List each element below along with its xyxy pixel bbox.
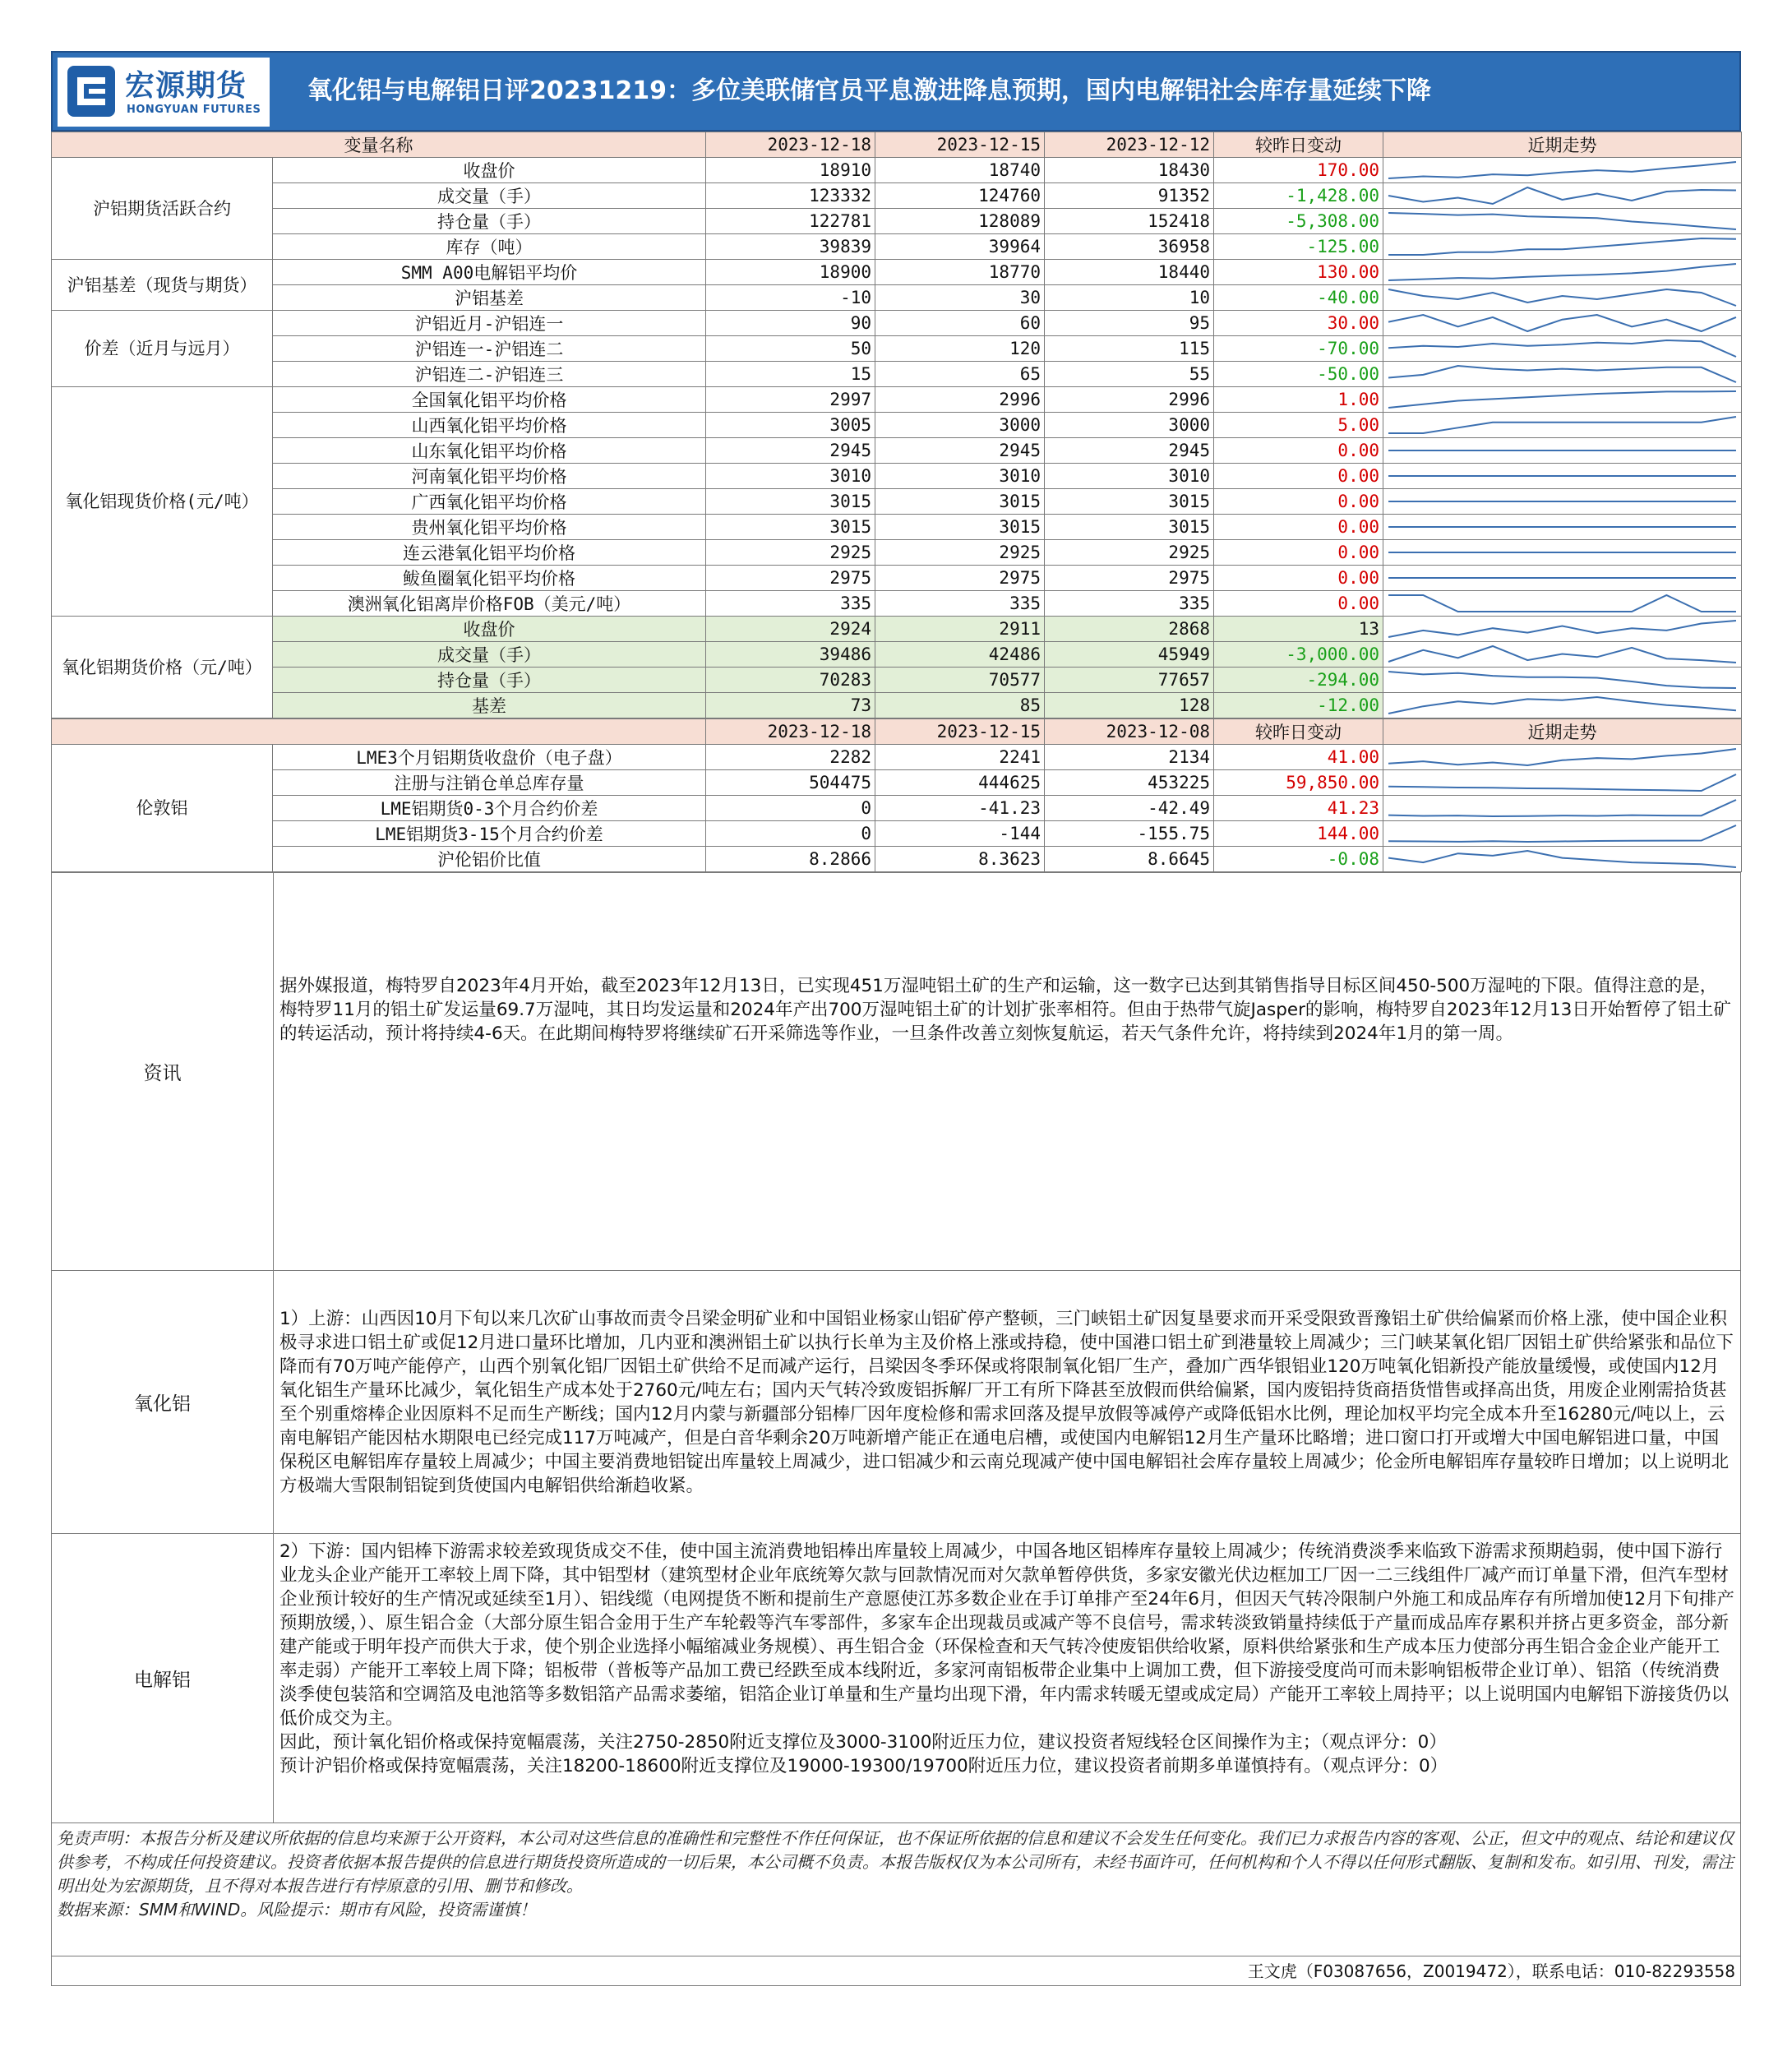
value-earlier: 36958	[1045, 234, 1214, 260]
group-label: 价差（近月与远月）	[52, 311, 273, 387]
table-row	[52, 642, 1742, 668]
value-earlier: 10	[1045, 285, 1214, 311]
daily-change: -0.08	[1214, 847, 1383, 872]
group-label: 氧化铝现货价格(元/吨）	[52, 387, 273, 617]
variable-name: LME铝期货3-15个月合约价差	[273, 821, 706, 847]
value-prev: 3000	[875, 413, 1045, 438]
table-row	[52, 158, 1742, 183]
value-prev: 60	[875, 311, 1045, 336]
table-row	[52, 591, 1742, 617]
news-text: 据外媒报道，梅特罗自2023年4月开始，截至2023年12月13日，已实现451万湿吨铝土矿的生产和运输，这一数字已达到其销售指导目标区间450-500万湿吨的下限。值得注意的是，梅特罗11月的铝土矿发运量69.7万湿吨，其日均发运量和2024年产出700万湿吨铝土矿的计划扩张率相符。但由于热带气旋Jasper的影响，梅特罗自2023年12月13日开始暂停了铝土矿的转运活动，预计将持续4-6天。在此期间梅特罗将继续矿石开采筛选等作业，一旦条件改善立刻恢复航运，若天气条件允许，将持续到2024年1月的第一周。	[279, 976, 1731, 1044]
variable-name: LME3个月铝期货收盘价（电子盘）	[273, 745, 706, 770]
disclaimer-text: 免责声明：本报告分析及建议所依据的信息均来源于公开资料，本公司对这些信息的准确性和完整性不作任何保证，也不保证所依据的信息和建议不会发生任何变化。我们已力求报告内容的客观、公正，但文中的观点、结论和建议仅供参考，不构成任何投资建议。投资者依据本报告提供的信息进行期货投资所造成的一切后果，本公司概不负责。本报告版权仅为本公司所有，未经书面许可，任何机构和个人不得以任何形式翻版、复制和发布。如引用、刊发，需注明出处为宏源期货，且不得对本报告进行有悖原意的引用、删节和修改。 数据来源：SMM和WIND。风险提示：期市有风险，投资需谨慎！	[57, 1828, 1734, 1919]
daily-change: -3,000.00	[1214, 642, 1383, 668]
row-4-trend-sparkline	[1387, 262, 1738, 282]
header-col-2: 2023-12-15	[875, 719, 1045, 745]
value-prev: 18740	[875, 158, 1045, 183]
value-prev: 85	[875, 693, 1045, 718]
variable-name: 鲅鱼圈氧化铝平均价格	[273, 566, 706, 591]
table-row	[52, 821, 1742, 847]
value-current: 39486	[706, 642, 875, 668]
row-1-trend-line	[1388, 187, 1736, 204]
table-row	[52, 260, 1742, 285]
group-label: 伦敦铝	[52, 745, 273, 872]
daily-change: -5,308.00	[1214, 209, 1383, 234]
row-1-trend-sparkline	[1387, 186, 1738, 206]
variable-name: 沪铝连二-沪铝连三	[273, 362, 706, 387]
news-label: 资讯	[52, 873, 274, 1271]
daily-change: 1.00	[1214, 387, 1383, 413]
row-8-trend-sparkline	[1387, 364, 1738, 384]
row-11-trend-sparkline	[1387, 441, 1738, 460]
disclaimer	[51, 1823, 1741, 1956]
row-17-trend-line	[1388, 595, 1736, 612]
commentary-table	[51, 872, 1741, 1823]
value-earlier: 3015	[1045, 515, 1214, 540]
lme-data-table	[51, 718, 1742, 872]
value-prev: 2945	[875, 438, 1045, 464]
value-earlier: 18430	[1045, 158, 1214, 183]
alumina-label: 氧化铝	[52, 1271, 274, 1534]
group-label: 沪铝期货活跃合约	[52, 158, 273, 260]
row-7-trend-sparkline	[1387, 339, 1738, 358]
value-current: 2945	[706, 438, 875, 464]
row-2-trend-line	[1388, 213, 1736, 229]
header-col-2: 2023-12-15	[875, 132, 1045, 158]
value-prev: 3015	[875, 515, 1045, 540]
row-5-trend-line	[1388, 289, 1736, 306]
table-row	[52, 617, 1742, 642]
electrolytic-text: 2）下游：国内铝棒下游需求较差致现货成交不佳，使中国主流消费地铝棒出库量较上周减少，中国各地区铝棒库存量较上周减少；传统消费淡季来临致下游需求预期趋弱，使中国下游行业龙头企业产能开工率较上周下降，其中铝型材（建筑型材企业年底统筹欠款与回款情况而对欠款单暂停供货，多家安徽光伏边框加工厂因一二三线组件厂减产而订单量下滑，但汽车型材企业预计较好的生产情况或延续至1月）、铝线缆（电网提货不断和提前生产意愿使江苏多数企业在手订单排产至24年6月，但因天气转冷限制户外施工和成品库存有所增加使12月下旬排产预期放缓，）、原生铝合金（大部分原生铝合金用于生产车轮毂等汽车零部件，多家车企出现裁员或减产等不良信号，需求转淡致销量持续低于产量而成品库存累积并挤占更多资金，部分新建产能或于明年投产而供大于求，使个别企业选择小幅缩减业务规模）、再生铝合金（环保检查和天气转冷使废铝供给收紧，原料供给紧张和生产成本压力使部分再生铝合金企业产能开工率走弱）产能开工率较上周下降；铝板带（普板等产品加工费已经跌至成本线附近，多家河南铝板带企业集中上调加工费，但下游接受度尚可而未影响铝板带企业订单）、铝箔（传统消费淡季使包装箔和空调箔及电池箔等多数铝箔产品需求萎缩，铝箔企业订单量和生产量均出现下滑，年内需求转暖无望或成定局）产能开工率较上周持平；以上说明国内电解铝下游接货仍以低价成交为主。 因此，预计氧化铝价格或保持宽幅震荡，关注2750-2850附近支撑位及3000-3100附近压力位，建议投资者短线轻仓区间操作为主；（观点评分：0） 预计沪铝价格或保持宽幅震荡，关注18200-18600附近支撑位及19000-19300/19700附近压力位，建议投资者前期多单谨慎持有。（观点评分：0）	[279, 1541, 1734, 1776]
value-current: 8.2866	[706, 847, 875, 872]
value-prev: 2925	[875, 540, 1045, 566]
row-6-trend-line	[1388, 315, 1736, 331]
variable-name: 收盘价	[273, 158, 706, 183]
table-row	[52, 311, 1742, 336]
variable-name: 山西氧化铝平均价格	[273, 413, 706, 438]
value-current: 2925	[706, 540, 875, 566]
value-earlier: 2868	[1045, 617, 1214, 642]
variable-name: 连云港氧化铝平均价格	[273, 540, 706, 566]
value-earlier: 3010	[1045, 464, 1214, 489]
row-26-trend-sparkline	[1387, 849, 1738, 869]
row-4-trend-line	[1388, 264, 1736, 280]
row-26-trend-line	[1388, 851, 1736, 867]
report-page	[51, 51, 1741, 1986]
table-row	[52, 387, 1742, 413]
daily-change: 59,850.00	[1214, 770, 1383, 796]
row-6-trend-sparkline	[1387, 313, 1738, 333]
daily-change: 0.00	[1214, 515, 1383, 540]
daily-change: 0.00	[1214, 540, 1383, 566]
analyst-contact: 王文虎（F03087656，Z0019472），联系电话：010-82293558	[51, 1956, 1741, 1986]
row-23-trend-line	[1388, 774, 1736, 791]
daily-change: 144.00	[1214, 821, 1383, 847]
value-prev: 335	[875, 591, 1045, 617]
row-20-trend-line	[1388, 672, 1736, 688]
row-24-trend-line	[1388, 800, 1736, 816]
variable-name: 贵州氧化铝平均价格	[273, 515, 706, 540]
row-22-trend-sparkline	[1387, 747, 1738, 767]
row-15-trend-sparkline	[1387, 543, 1738, 562]
value-earlier: 2945	[1045, 438, 1214, 464]
row-17-trend-sparkline	[1387, 594, 1738, 613]
value-current: 3015	[706, 489, 875, 515]
value-prev: 39964	[875, 234, 1045, 260]
value-prev: 444625	[875, 770, 1045, 796]
value-earlier: 45949	[1045, 642, 1214, 668]
daily-change: -40.00	[1214, 285, 1383, 311]
row-7-trend-line	[1388, 340, 1736, 357]
value-current: 3015	[706, 515, 875, 540]
value-prev: 128089	[875, 209, 1045, 234]
daily-change: 170.00	[1214, 158, 1383, 183]
table-row	[52, 745, 1742, 770]
row-25-trend-sparkline	[1387, 824, 1738, 843]
header-col-1: 2023-12-18	[706, 719, 875, 745]
value-earlier: 3000	[1045, 413, 1214, 438]
value-earlier: 2975	[1045, 566, 1214, 591]
table-row	[52, 183, 1742, 209]
row-22-trend-line	[1388, 749, 1736, 765]
header-variable-name: 变量名称	[52, 132, 706, 158]
value-current: 18900	[706, 260, 875, 285]
value-current: 123332	[706, 183, 875, 209]
variable-name: 持仓量（手）	[273, 668, 706, 693]
value-current: 504475	[706, 770, 875, 796]
row-24-trend-sparkline	[1387, 798, 1738, 818]
row-18-trend-sparkline	[1387, 619, 1738, 639]
variable-name: 基差	[273, 693, 706, 718]
header-blank	[52, 719, 706, 745]
value-prev: -41.23	[875, 796, 1045, 821]
row-9-trend-sparkline	[1387, 390, 1738, 409]
report-title: 氧化铝与电解铝日评20231219：多位美联储官员平息激进降息预期，国内电解铝社会库存量延续下降	[307, 76, 1431, 105]
value-prev: 70577	[875, 668, 1045, 693]
domestic-data-table	[51, 132, 1742, 718]
variable-name: 沪伦铝价比值	[273, 847, 706, 872]
variable-name: 成交量（手）	[273, 183, 706, 209]
logo-english-name: HONGYUAN FUTURES	[127, 104, 261, 116]
header-col-3: 2023-12-12	[1045, 132, 1214, 158]
table-row	[52, 489, 1742, 515]
table-row	[52, 566, 1742, 591]
value-current: 50	[706, 336, 875, 362]
row-10-trend-sparkline	[1387, 415, 1738, 435]
value-current: 90	[706, 311, 875, 336]
row-5-trend-sparkline	[1387, 288, 1738, 307]
value-prev: 2241	[875, 745, 1045, 770]
table-row	[52, 770, 1742, 796]
daily-change: 0.00	[1214, 464, 1383, 489]
table-row	[52, 362, 1742, 387]
header-col-1: 2023-12-18	[706, 132, 875, 158]
value-earlier: 2925	[1045, 540, 1214, 566]
value-earlier: 2996	[1045, 387, 1214, 413]
daily-change: 0.00	[1214, 438, 1383, 464]
daily-change: 41.23	[1214, 796, 1383, 821]
daily-change: 0.00	[1214, 591, 1383, 617]
variable-name: 库存（吨）	[273, 234, 706, 260]
value-prev: 2911	[875, 617, 1045, 642]
daily-change: 30.00	[1214, 311, 1383, 336]
row-13-trend-sparkline	[1387, 492, 1738, 511]
value-earlier: 18440	[1045, 260, 1214, 285]
row-10-trend-line	[1388, 417, 1736, 433]
value-current: 2282	[706, 745, 875, 770]
daily-change: -125.00	[1214, 234, 1383, 260]
variable-name: 澳洲氧化铝离岸价格FOB（美元/吨）	[273, 591, 706, 617]
table-row	[52, 693, 1742, 718]
table-row	[52, 540, 1742, 566]
daily-change: -70.00	[1214, 336, 1383, 362]
daily-change: -1,428.00	[1214, 183, 1383, 209]
value-current: 15	[706, 362, 875, 387]
alumina-text: 1）上游：山西因10月下旬以来几次矿山事故而责令吕梁金明矿业和中国铝业杨家山铝矿停产整顿，三门峡铝土矿因复垦要求而开采受限致晋豫铝土矿供给偏紧而价格上涨，使中国企业积极寻求进口铝土矿或促12月进口量环比增加，几内亚和澳洲铝土矿以执行长单为主及价格上涨或持稳，使中国港口铝土矿到港量较上周减少；三门峡某氧化铝厂因铝土矿供给紧张和品位下降而有70万吨产能停产，山西个别氧化铝厂因铝土矿供给不足而减产运行，吕梁因冬季环保或将限制氧化铝厂生产，叠加广西华银铝业120万吨氧化铝新投产能放量缓慢，或使国内12月氧化铝生产量环比减少，氧化铝生产成本处于2760元/吨左右；国内天气转冷致废铝拆解厂开工有所下降甚至放假而供给偏紧，国内废铝持货商捂货惜售或择高出货，用废企业刚需拾货甚至个别重熔棒企业因原料不足而生产断线；国内12月内蒙与新疆部分铝棒厂因年度检修和需求回落及提早放假等减停产或降低铝水比例，理论加权平均完全成本升至16280元/吨以上，云南电解铝产能因枯水期限电已经完成117万吨减产，但是白音华剩余20万吨新增产能正在通电启槽，或使国内电解铝12月生产量环比略增；进口窗口打开或增大中国电解铝进口量，中国保税区电解铝库存量较上周减少；中国主要消费地铝锭出库量较上周减少，进口铝减少和云南兑现减产使中国电解铝社会库存量较上周减少；伦金所电解铝库存量较昨日增加；以上说明北方极端大雪限制铝锭到货使国内电解铝供给渐趋收紧。	[279, 1308, 1734, 1496]
variable-name: 河南氧化铝平均价格	[273, 464, 706, 489]
value-prev: 2996	[875, 387, 1045, 413]
value-prev: -144	[875, 821, 1045, 847]
variable-name: 收盘价	[273, 617, 706, 642]
value-prev: 3015	[875, 489, 1045, 515]
value-current: 39839	[706, 234, 875, 260]
table-row	[52, 209, 1742, 234]
value-prev: 124760	[875, 183, 1045, 209]
table-row	[52, 438, 1742, 464]
daily-change: 5.00	[1214, 413, 1383, 438]
variable-name: 全国氧化铝平均价格	[273, 387, 706, 413]
logo-chinese-name: 宏源期货	[125, 69, 247, 103]
daily-change: 41.00	[1214, 745, 1383, 770]
value-current: 73	[706, 693, 875, 718]
value-earlier: 128	[1045, 693, 1214, 718]
daily-change: 0.00	[1214, 566, 1383, 591]
value-earlier: 95	[1045, 311, 1214, 336]
group-label: 沪铝基差（现货与期货）	[52, 260, 273, 311]
value-current: 2924	[706, 617, 875, 642]
header-col-4: 较昨日变动	[1214, 132, 1383, 158]
header-col-4: 较昨日变动	[1214, 719, 1383, 745]
variable-name: 沪铝近月-沪铝连一	[273, 311, 706, 336]
table-row	[52, 285, 1742, 311]
row-9-trend-line	[1388, 391, 1736, 408]
variable-name: 广西氧化铝平均价格	[273, 489, 706, 515]
value-current: 2975	[706, 566, 875, 591]
value-current: 3010	[706, 464, 875, 489]
header-col-5: 近期走势	[1383, 132, 1742, 158]
row-16-trend-sparkline	[1387, 568, 1738, 588]
table-row	[52, 668, 1742, 693]
electrolytic-label: 电解铝	[52, 1534, 274, 1823]
table-row	[52, 336, 1742, 362]
variable-name: SMM A00电解铝平均价	[273, 260, 706, 285]
variable-name: 沪铝基差	[273, 285, 706, 311]
daily-change: 13	[1214, 617, 1383, 642]
variable-name: 山东氧化铝平均价格	[273, 438, 706, 464]
variable-name: 持仓量（手）	[273, 209, 706, 234]
row-2-trend-sparkline	[1387, 211, 1738, 231]
table-row	[52, 464, 1742, 489]
group-label: 氧化铝期货价格（元/吨）	[52, 617, 273, 718]
table-row	[52, 515, 1742, 540]
value-current: 3005	[706, 413, 875, 438]
hongyuan-logo-icon	[66, 64, 117, 118]
table-row	[52, 847, 1742, 872]
row-3-trend-sparkline	[1387, 237, 1738, 256]
row-14-trend-sparkline	[1387, 517, 1738, 537]
table-row	[52, 234, 1742, 260]
row-18-trend-line	[1388, 621, 1736, 637]
value-earlier: -155.75	[1045, 821, 1214, 847]
value-prev: 2975	[875, 566, 1045, 591]
value-prev: 8.3623	[875, 847, 1045, 872]
value-prev: 42486	[875, 642, 1045, 668]
row-8-trend-line	[1388, 366, 1736, 382]
row-25-trend-line	[1388, 825, 1736, 842]
row-21-trend-sparkline	[1387, 695, 1738, 715]
value-earlier: -42.49	[1045, 796, 1214, 821]
daily-change: 130.00	[1214, 260, 1383, 285]
row-3-trend-line	[1388, 238, 1736, 255]
value-earlier: 77657	[1045, 668, 1214, 693]
value-prev: 65	[875, 362, 1045, 387]
daily-change: 0.00	[1214, 489, 1383, 515]
row-19-trend-line	[1388, 646, 1736, 663]
header-col-3: 2023-12-08	[1045, 719, 1214, 745]
header-col-5: 近期走势	[1383, 719, 1742, 745]
value-current: 18910	[706, 158, 875, 183]
row-21-trend-line	[1388, 697, 1736, 714]
value-prev: 120	[875, 336, 1045, 362]
value-earlier: 152418	[1045, 209, 1214, 234]
daily-change: -50.00	[1214, 362, 1383, 387]
variable-name: 沪铝连一-沪铝连二	[273, 336, 706, 362]
row-23-trend-sparkline	[1387, 773, 1738, 792]
value-prev: 30	[875, 285, 1045, 311]
report-header-banner	[51, 51, 1741, 132]
row-12-trend-sparkline	[1387, 466, 1738, 486]
value-current: 2997	[706, 387, 875, 413]
value-earlier: 3015	[1045, 489, 1214, 515]
daily-change: -294.00	[1214, 668, 1383, 693]
value-current: 0	[706, 821, 875, 847]
value-current: 70283	[706, 668, 875, 693]
value-current: 335	[706, 591, 875, 617]
value-earlier: 8.6645	[1045, 847, 1214, 872]
variable-name: 注册与注销仓单总库存量	[273, 770, 706, 796]
value-current: 122781	[706, 209, 875, 234]
variable-name: LME铝期货0-3个月合约价差	[273, 796, 706, 821]
table-row	[52, 413, 1742, 438]
value-earlier: 91352	[1045, 183, 1214, 209]
value-prev: 3010	[875, 464, 1045, 489]
row-0-trend-line	[1388, 162, 1736, 178]
value-earlier: 115	[1045, 336, 1214, 362]
value-current: 0	[706, 796, 875, 821]
value-earlier: 2134	[1045, 745, 1214, 770]
value-earlier: 335	[1045, 591, 1214, 617]
daily-change: -12.00	[1214, 693, 1383, 718]
value-earlier: 55	[1045, 362, 1214, 387]
table-row	[52, 796, 1742, 821]
value-earlier: 453225	[1045, 770, 1214, 796]
row-0-trend-sparkline	[1387, 160, 1738, 180]
row-19-trend-sparkline	[1387, 644, 1738, 664]
row-20-trend-sparkline	[1387, 670, 1738, 690]
value-prev: 18770	[875, 260, 1045, 285]
company-logo	[58, 58, 270, 127]
value-current: -10	[706, 285, 875, 311]
variable-name: 成交量（手）	[273, 642, 706, 668]
